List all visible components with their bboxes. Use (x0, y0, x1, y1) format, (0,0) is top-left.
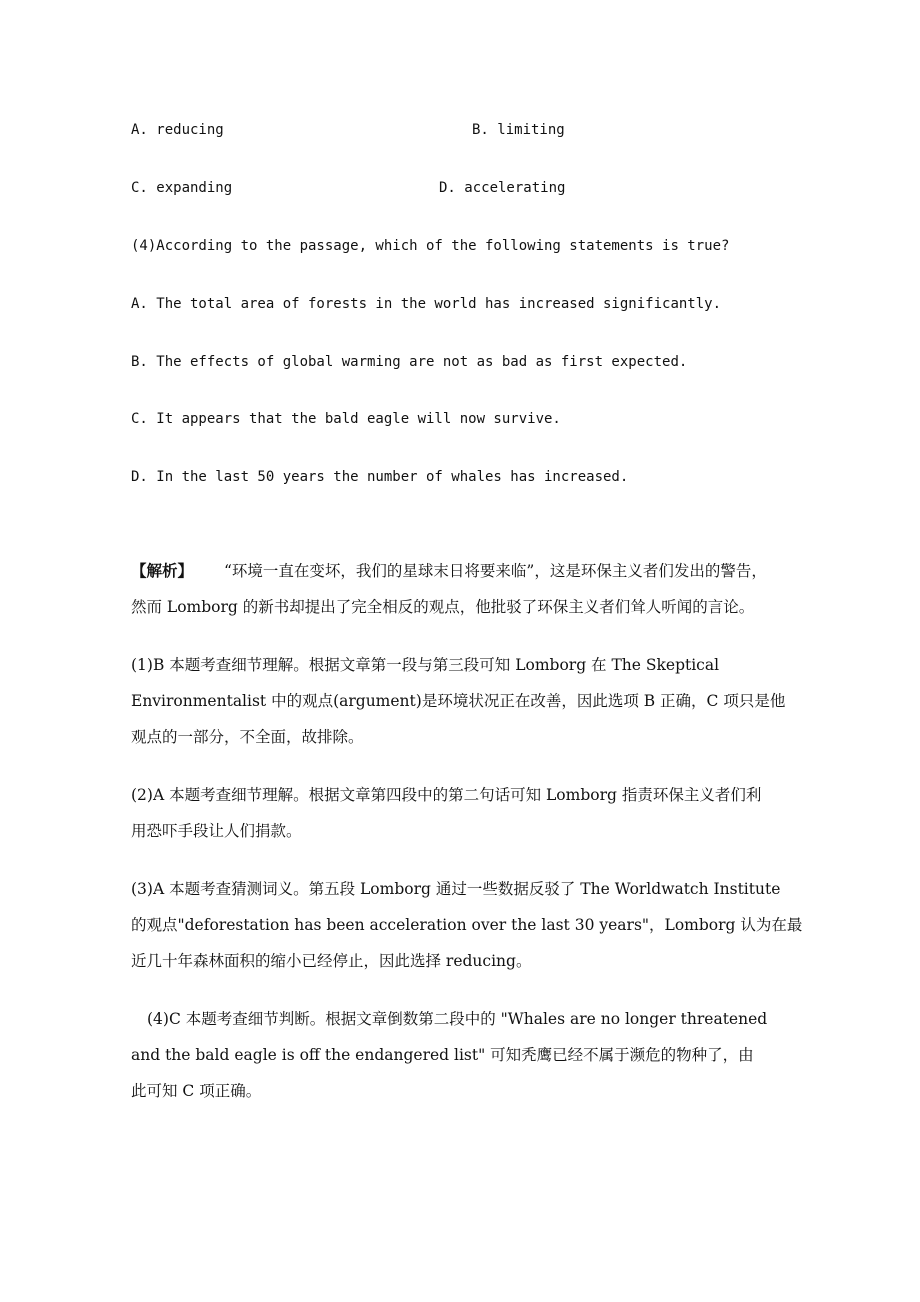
q4-option-a: A. The total area of forests in the world has increased significantly. (131, 296, 722, 312)
q3-option-c: C. expanding (131, 180, 233, 196)
answer-3-line2: 的观点"deforestation has been acceleration over the last 30 years"，Lomborg 认为在最 (131, 916, 803, 934)
answer-3-line3: 近几十年森林面积的缩小已经停止，因此选择 reducing。 (131, 952, 532, 970)
answer-4-line3: 此可知 C 项正确。 (131, 1082, 262, 1100)
q4-option-d: D. In the last 50 years the number of whales has increased. (131, 469, 629, 485)
q3-option-b: B. limiting (472, 122, 565, 138)
answer-2-line2: 用恐吓手段让人们捐款。 (131, 822, 302, 840)
q4-option-c: C. It appears that the bald eagle will now survive. (131, 411, 561, 427)
answer-1-line1: (1)B 本题考查细节理解。根据文章第一段与第三段可知 Lomborg 在 The Skeptical (131, 656, 720, 674)
q3-option-a: A. reducing (131, 122, 224, 138)
answer-2-line1: (2)A 本题考查细节理解。根据文章第四段中的第二句话可知 Lomborg 指责环保主义者们利 (131, 786, 762, 804)
answer-4-line1: (4)C 本题考查细节判断。根据文章倒数第二段中的 "Whales are no longer threatened (147, 1010, 768, 1028)
q4-option-b: B. The effects of global warming are not as bad as first expected. (131, 354, 688, 370)
answer-4-line2: and the bald eagle is off the endangered list" 可知秃鹰已经不属于濒危的物种了，由 (131, 1046, 754, 1064)
analysis-intro-line1: “环境一直在变坏，我们的星球末日将要来临”，这是环保主义者们发出的警告， (224, 562, 767, 580)
analysis-heading: 【解析】 (131, 561, 194, 580)
analysis-intro-line2: 然而 Lomborg 的新书却提出了完全相反的观点，他批驳了环保主义者们耸人听闻的言论。 (131, 598, 755, 616)
answer-3-line1: (3)A 本题考查猜测词义。第五段 Lomborg 通过一些数据反驳了 The Worldwatch Institute (131, 880, 781, 898)
answer-1-line3: 观点的一部分，不全面，故排除。 (131, 728, 364, 746)
answer-1-line2: Environmentalist 中的观点(argument)是环境状况正在改善，因此选项 B 正确，C 项只是他 (131, 692, 786, 710)
q3-option-d: D. accelerating (439, 180, 566, 196)
q4-question: (4)According to the passage, which of the following statements is true? (131, 238, 730, 254)
